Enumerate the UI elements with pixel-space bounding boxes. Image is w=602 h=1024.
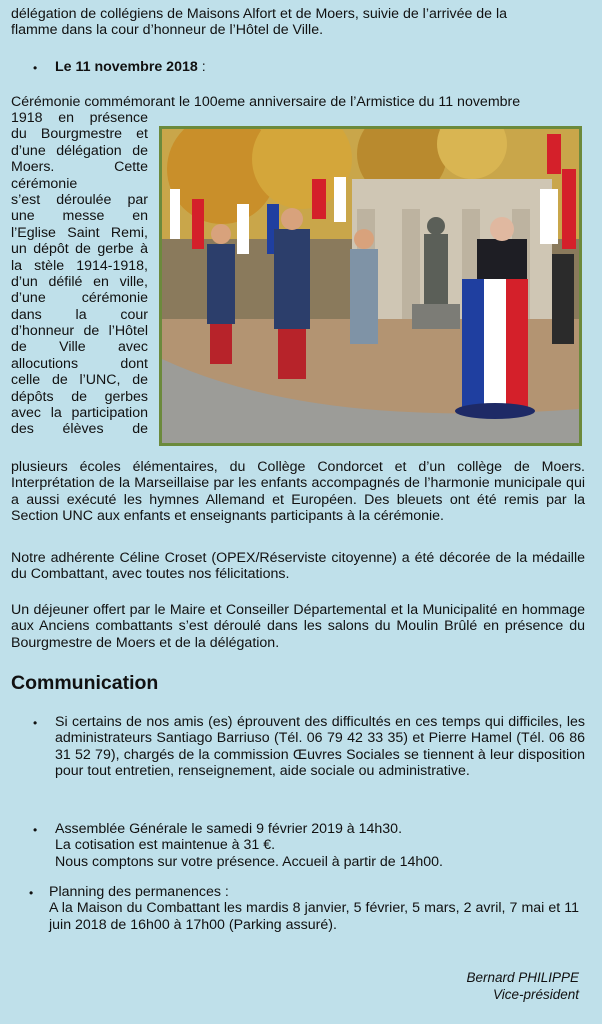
ceremony-column-word: de — [132, 142, 148, 159]
ceremony-column-word: l’Hôtel — [108, 323, 148, 340]
ceremony-column-line: cérémonie — [11, 175, 78, 192]
ceremony-column-word: du — [11, 126, 27, 143]
intro-line-2: flamme dans la cour d’honneur de l’Hôtel de Ville. — [11, 22, 324, 39]
ceremony-column-word: de — [83, 323, 100, 340]
ceremony-column-word: de — [51, 372, 68, 389]
assemblee-line: Assemblée Générale le samedi 9 février 2019 à 14h30. — [55, 821, 403, 837]
ceremony-column-line — [11, 274, 148, 290]
ceremony-column-word: à — [140, 241, 148, 258]
ceremony-column-line — [11, 258, 148, 274]
ceremony-column-word: d’une — [11, 290, 46, 307]
ceremony-column-line — [11, 339, 148, 355]
ceremony-column-word: défilé — [48, 273, 83, 290]
ceremony-column-word: de — [11, 339, 27, 356]
ceremony-column-line — [11, 110, 148, 126]
ceremony-column-word: en — [58, 110, 74, 126]
ceremony-column-word: Remi, — [110, 224, 148, 241]
ceremony-column-word: de — [71, 388, 87, 405]
ceremony-column-line — [11, 372, 148, 388]
ceremony-column-word: Bourgmestre — [40, 126, 123, 143]
ceremony-column-line — [11, 208, 148, 224]
ceremony-column-word: de — [75, 241, 91, 258]
intro-line-1: délégation de collégiens de Maisons Alfort et de Moers, suivie de l’arrivée de la — [11, 6, 508, 22]
ceremony-column-word: ville, — [119, 273, 148, 290]
nov-bullet — [55, 59, 555, 75]
ceremony-column-word: Ville — [59, 339, 86, 356]
ceremony-column-word: gerbes — [104, 388, 148, 405]
signature-role: Vice-président — [492, 987, 579, 1002]
ceremony-column-line — [11, 323, 148, 339]
ceremony-column-word: d’une — [11, 142, 46, 159]
ceremony-column-word: avec — [118, 339, 148, 356]
nov-date: Le 11 novembre 2018 — [55, 59, 198, 75]
ceremony-column-word: 1914-1918, — [76, 257, 148, 274]
ceremony-column-word: Moers. — [11, 159, 55, 176]
cotisation-line: La cotisation est maintenue à 31 €. — [55, 837, 276, 854]
ceremony-column-word: Cette — [114, 159, 148, 176]
ceremony-column-word: un — [11, 241, 27, 258]
ceremony-column-line — [11, 405, 148, 421]
ceremony-column-word: en — [132, 208, 148, 225]
ceremony-column-word: dont — [120, 355, 148, 372]
intro-paragraph — [11, 6, 585, 39]
ceremony-top-line: Cérémonie commémorant le 100eme anniversaire de l’Armistice du 11 novembre — [11, 94, 521, 110]
ceremony-column-word: présence — [89, 110, 148, 126]
ceremony-column-word: de — [132, 421, 148, 438]
planning-details: A la Maison du Combattant les mardis 8 janvier, 5 février, 5 mars, 2 avril, 7 mai et 11 juin 2018 de 16h00 à 17h00 (Parking assuré). — [49, 900, 579, 933]
ceremony-column-line — [11, 126, 148, 142]
ceremony-column-line — [11, 356, 148, 372]
ceremony-column-line — [11, 307, 148, 323]
signature-name: Bernard PHILIPPE — [466, 970, 579, 985]
ceremony-column-line — [11, 241, 148, 257]
ceremony-column-word: l’UNC, — [79, 372, 121, 389]
ceremony-rest-paragraph: plusieurs écoles élémentaires, du Collège Condorcet et d’un collège de Moers. Interprétation de la Marseillaise par les enfants accompagnés de l’harmonie municipale qui a aussi exécuté les hymnes Allemand et Européen. Des bleuets ont été remis par la Section UNC aux enfants et enseignants participants à la cérémonie. — [11, 459, 585, 525]
nov-suffix: : — [197, 59, 206, 75]
planning-title: Planning des permanences : — [49, 884, 229, 900]
ceremony-column-word: des — [11, 421, 34, 438]
ceremony-column-word: délégation — [56, 142, 122, 159]
communication-heading: Communication — [11, 672, 159, 694]
bullet-icon: • — [33, 823, 38, 837]
croset-paragraph: Notre adhérente Céline Croset (OPEX/Réserviste citoyenne) a été décorée de la médaille du Combattant, avec toutes nos félicitations. — [11, 550, 585, 583]
ceremony-column-word: la — [11, 257, 23, 274]
ceremony-column-word: messe — [62, 208, 105, 225]
ceremony-column-word: d’honneur — [11, 323, 75, 340]
ceremony-column-word: cérémonie — [81, 290, 148, 307]
ceremony-column-line — [11, 421, 148, 437]
ceremony-column-word: avec — [11, 405, 41, 422]
ceremony-column-word: d’un — [11, 273, 38, 290]
ceremony-column-line — [11, 143, 148, 159]
ceremony-column-word: dans — [11, 306, 42, 323]
ceremony-column-word: de — [132, 372, 148, 389]
presence-line: Nous comptons sur votre présence. Accueil à partir de 14h00. — [55, 853, 444, 870]
ceremony-column-word: 1918 — [11, 110, 43, 126]
bullet-icon: • — [33, 716, 38, 730]
ceremony-column-word: et — [136, 126, 148, 143]
bullet-icon: • — [33, 61, 38, 75]
ceremony-column-word: par — [127, 191, 148, 208]
ceremony-wrapped-column — [11, 110, 148, 438]
communication-item-social: Si certains de nos amis (es) éprouvent des difficultés en ces temps qui difficiles, les administrateurs Santiago Barriuso (Tél. 06 79 42 33 35) et Pierre Hamel (Tél. 06 86 31 52 79), chargés de la commission Œuvres Sociales se tiennent à leur disposition pour tout entretien, renseignement, aide sociale ou administrative. — [55, 714, 585, 780]
ceremony-column-line — [11, 389, 148, 405]
ceremony-column-word: l’Eglise — [11, 224, 56, 241]
ceremony-column-word: gerbe — [97, 241, 134, 258]
ceremony-column-line — [11, 159, 148, 175]
ceremony-column-word: allocutions — [11, 355, 79, 372]
bullet-icon: • — [29, 886, 34, 900]
communication-item-assemblee — [55, 821, 585, 870]
ceremony-column-word: élèves — [62, 421, 104, 438]
ceremony-column-word: participation — [71, 405, 148, 422]
ceremony-column-word: en — [93, 273, 109, 290]
ceremony-column-line — [11, 192, 148, 208]
ceremony-column-word: dépôt — [33, 241, 69, 258]
ceremony-column-word: cour — [120, 306, 148, 323]
ceremony-column-word: déroulée — [56, 191, 112, 208]
ceremony-column-word: la — [75, 306, 87, 323]
ceremony-column-word: une — [11, 208, 35, 225]
ceremony-column-word: Saint — [67, 224, 100, 241]
ceremony-column-word: la — [50, 405, 62, 422]
ceremony-column-word: celle — [11, 372, 41, 389]
ceremony-photo — [159, 126, 582, 446]
communication-item-planning — [49, 884, 579, 933]
ceremony-column-word: dépôts — [11, 388, 54, 405]
dejeuner-paragraph: Un déjeuner offert par le Maire et Conseiller Départemental et la Municipalité en hommage aux Anciens combattants s’est déroulé dans les salons du Moulin Brûlé en présence du Bourgmestre de Moers et de la délégation. — [11, 602, 585, 651]
ceremony-column-word: stèle — [34, 257, 65, 274]
ceremony-photo-illustration — [162, 129, 579, 443]
ceremony-column-word: s’est — [11, 191, 41, 208]
ceremony-column-line — [11, 290, 148, 306]
ceremony-column-line — [11, 225, 148, 241]
